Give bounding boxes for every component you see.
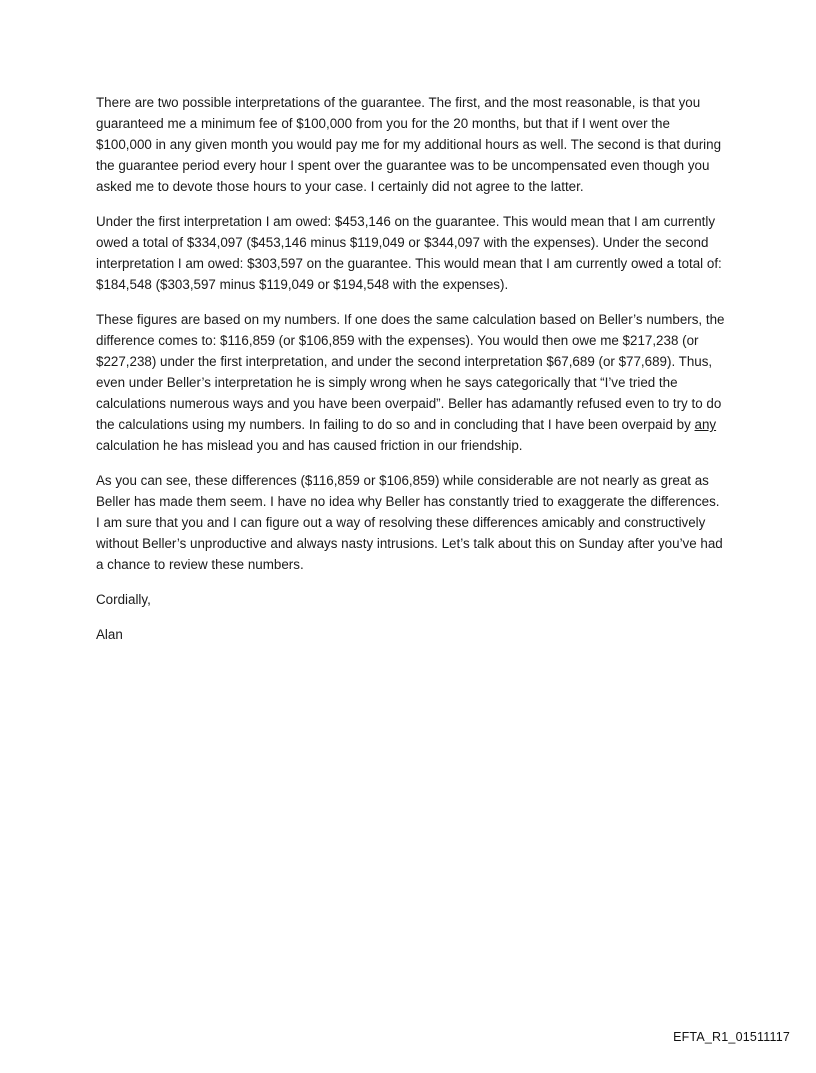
closing: Cordially, — [96, 592, 151, 607]
paragraph-beller-text-end: calculation he has mislead you and has caused friction in our friendship. — [96, 438, 523, 453]
letter-body — [96, 92, 728, 659]
paragraph-beller-numbers — [96, 309, 728, 456]
paragraph-amounts-owed: Under the first interpretation I am owed: $453,146 on the guarantee. This would mean that I am currently owed a total of $334,097 ($453,146 minus $119,049 or $344,097 with the expenses). Under the second interpretation I am owed: $303,597 on the guarantee. This would mean that I am currently owed a total of: $184,548 ($303,597 minus $119,049 or $194,548 with the expenses). — [96, 214, 722, 292]
document-id: EFTA_R1_01511117 — [673, 1030, 790, 1044]
signature: Alan — [96, 627, 123, 642]
paragraph-interpretations: There are two possible interpretations of the guarantee. The first, and the most reasonable, is that you guaranteed me a minimum fee of $100,000 from you for the 20 months, but that if I went over the $100,000 in any given month you would pay me for my additional hours as well. The second is that during the guarantee period every hour I spent over the guarantee was to be uncompensated even though you asked me to devote those hours to your case. I certainly did not agree to the latter. — [96, 95, 722, 194]
paragraph-differences: As you can see, these differences ($116,859 or $106,859) while considerable are not nearly as great as Beller has made them seem. I have no idea why Beller has constantly tried to exaggerate the differences. — [96, 473, 720, 509]
underlined-word: any — [694, 417, 717, 432]
paragraph-resolution: I am sure that you and I can figure out a way of resolving these differences amicably and constructively without Beller’s unproductive and always nasty intrusions. Let’s talk about this on Sunday after you’ve had a chance to review these numbers. — [96, 515, 723, 572]
paragraph-beller-text-start: These figures are based on my numbers. If one does the same calculation based on Beller’s numbers, the difference comes to: $116,859 (or $106,859 with the expenses). You would then owe me $217,238 (or $227,238) under the first interpretation, and under the second interpretation $67,689 (or $77,689). Thus, even under Beller’s interpretation he is simply wrong when he says categorically that “I’ve tried the calculations numerous ways and you have been overpaid”. Beller has adamantly refused even to try to do the calculations using my numbers. In failing to do so and in concluding that I have been overpaid by — [96, 312, 725, 432]
